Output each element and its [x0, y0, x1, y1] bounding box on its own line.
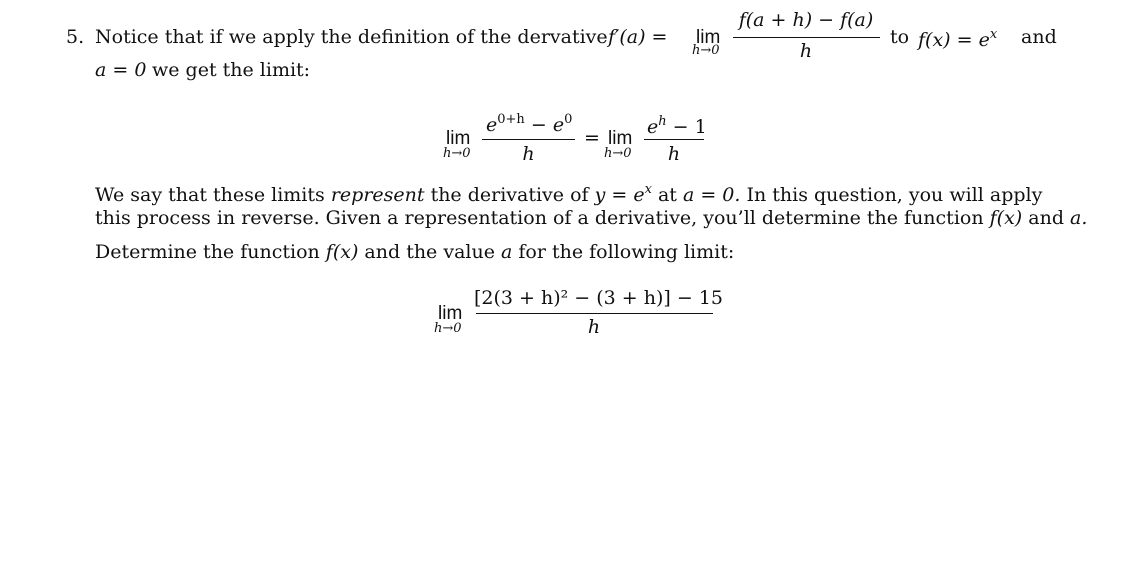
fprime-a: f′(a) = — [608, 26, 668, 48]
eq1-right-denominator: h — [667, 143, 681, 165]
a-eq-zero: a = 0 — [95, 59, 147, 81]
eq1-equals: = — [584, 127, 600, 149]
def-denominator: h — [799, 40, 813, 62]
def-fraction-bar — [733, 37, 880, 38]
eq2-numerator: [2(3 + h)² − (3 + h)] − 15 — [474, 287, 724, 309]
eq1-lim-left: lim — [446, 128, 471, 149]
and-word: and — [1021, 26, 1057, 48]
fx-eq-e: $f(x) = e^x$ — [918, 27, 998, 51]
def-lim-word: lim — [696, 27, 721, 48]
line2-text: we get the limit: — [152, 59, 311, 81]
eq2-lim: lim — [438, 303, 463, 324]
eq2-denominator: h — [587, 316, 601, 338]
eq1-right-numerator: $e^h - 1$ — [647, 114, 707, 138]
intro-text: Notice that if we apply the definition of the dervative — [95, 26, 608, 48]
eq1-lim-left-subscript: h→0 — [443, 146, 471, 161]
eq1-lim-right: lim — [608, 128, 633, 149]
para1-line1: We say that these limits represent the derivative of $y = e^x$ at a = 0. In this question, you will apply — [95, 182, 1043, 206]
eq1-left-numerator: $e^{0+h} - e^0$ — [486, 112, 573, 136]
eq2-fraction-bar — [476, 313, 713, 314]
eq1-lim-right-subscript: h→0 — [604, 146, 632, 161]
def-numerator: f(a + h) − f(a) — [738, 9, 874, 31]
def-lim-subscript: h→0 — [692, 43, 720, 58]
eq1-left-denominator: h — [522, 143, 535, 165]
eq2-lim-subscript: h→0 — [434, 321, 462, 336]
eq1-left-fraction-bar — [482, 139, 575, 140]
to-word: to — [890, 26, 910, 48]
eq1-right-fraction-bar — [644, 139, 704, 140]
para1-line2: this process in reverse. Given a representation of a derivative, you’ll determine the function f(x) and a. — [95, 207, 1088, 229]
para2: Determine the function f(x) and the value a for the following limit: — [95, 241, 735, 263]
problem-number: 5. — [66, 26, 85, 48]
